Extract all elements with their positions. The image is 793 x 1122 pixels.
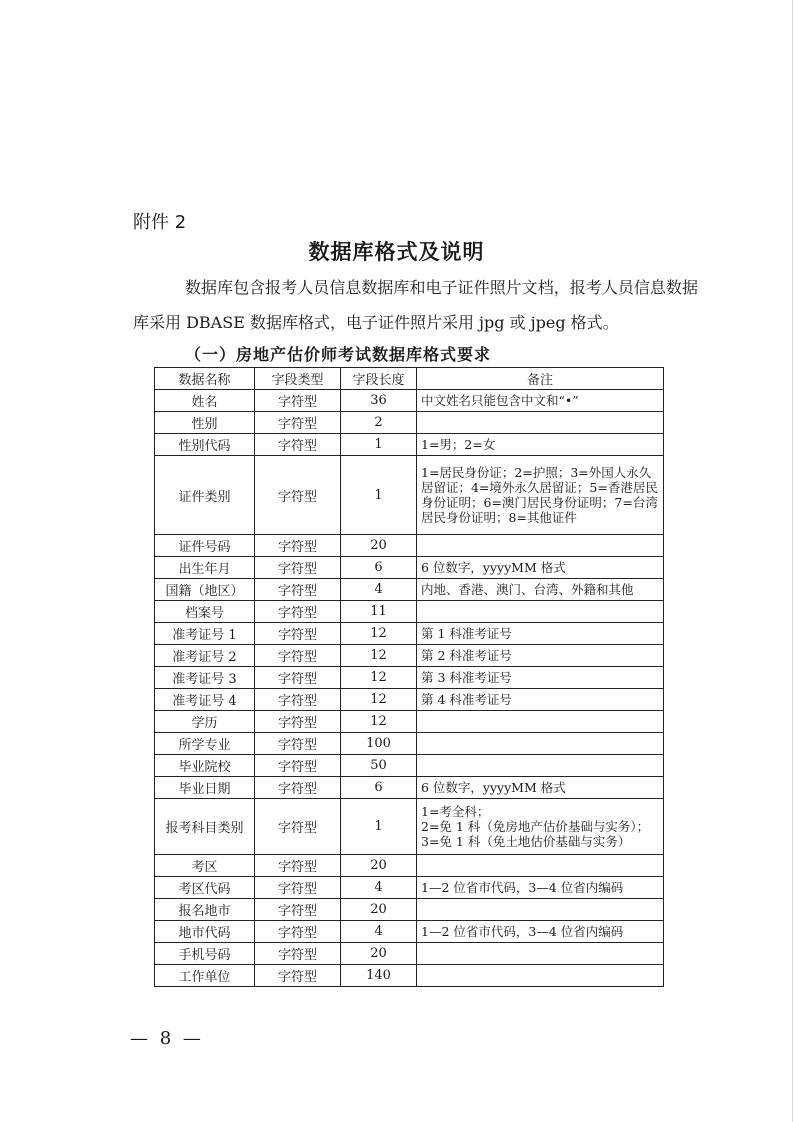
- table-row: [155, 412, 664, 434]
- field-length-cell: 12: [341, 689, 417, 711]
- table-row: [155, 799, 664, 855]
- field-length-cell: 12: [341, 623, 417, 645]
- remarks-cell: 1—2 位省市代码，3—4 位省内编码: [417, 921, 664, 943]
- remarks-cell: [417, 943, 664, 965]
- field-type-cell: 字符型: [255, 667, 341, 689]
- table-row: [155, 390, 664, 412]
- table-row: [155, 557, 664, 579]
- remarks-cell: [417, 412, 664, 434]
- field-name-cell: 准考证号 3: [155, 667, 255, 689]
- field-name-cell: 工作单位: [155, 965, 255, 987]
- table-row: [155, 921, 664, 943]
- field-name-cell: 性别代码: [155, 434, 255, 456]
- remarks-cell: 1—2 位省市代码，3—4 位省内编码: [417, 877, 664, 899]
- field-length-cell: 11: [341, 601, 417, 623]
- field-length-cell: 12: [341, 645, 417, 667]
- field-name-cell: 准考证号 2: [155, 645, 255, 667]
- field-name-cell: 毕业日期: [155, 777, 255, 799]
- field-length-cell: 20: [341, 855, 417, 877]
- field-length-cell: 12: [341, 711, 417, 733]
- table-body: [155, 390, 664, 987]
- table-row: [155, 777, 664, 799]
- table-row: [155, 434, 664, 456]
- field-type-cell: 字符型: [255, 921, 341, 943]
- field-name-cell: 毕业院校: [155, 755, 255, 777]
- field-length-cell: 20: [341, 899, 417, 921]
- field-type-cell: 字符型: [255, 557, 341, 579]
- header-field-length: 字段长度: [341, 368, 417, 390]
- remarks-cell: 6 位数字，yyyyMM 格式: [417, 777, 664, 799]
- field-name-cell: 性别: [155, 412, 255, 434]
- field-length-cell: 1: [341, 456, 417, 535]
- remarks-cell: [417, 899, 664, 921]
- field-name-cell: 考区代码: [155, 877, 255, 899]
- field-type-cell: 字符型: [255, 434, 341, 456]
- field-length-cell: 4: [341, 921, 417, 943]
- field-length-cell: 50: [341, 755, 417, 777]
- remarks-cell: 6 位数字，yyyyMM 格式: [417, 557, 664, 579]
- field-type-cell: 字符型: [255, 579, 341, 601]
- field-length-cell: 12: [341, 667, 417, 689]
- remarks-cell: [417, 965, 664, 987]
- remarks-cell: 第 1 科准考证号: [417, 623, 664, 645]
- remarks-cell: [417, 535, 664, 557]
- field-type-cell: 字符型: [255, 689, 341, 711]
- database-format-table: [154, 367, 664, 987]
- field-type-cell: 字符型: [255, 456, 341, 535]
- field-length-cell: 1: [341, 799, 417, 855]
- field-name-cell: 准考证号 4: [155, 689, 255, 711]
- field-length-cell: 36: [341, 390, 417, 412]
- field-type-cell: 字符型: [255, 877, 341, 899]
- table-row: [155, 899, 664, 921]
- field-name-cell: 证件类别: [155, 456, 255, 535]
- table-row: [155, 711, 664, 733]
- field-type-cell: 字符型: [255, 799, 341, 855]
- remarks-cell: [417, 855, 664, 877]
- field-name-cell: 档案号: [155, 601, 255, 623]
- remarks-cell: 第 4 科准考证号: [417, 689, 664, 711]
- header-field-type: 字段类型: [255, 368, 341, 390]
- table-row: [155, 755, 664, 777]
- field-type-cell: 字符型: [255, 899, 341, 921]
- remarks-cell: [417, 711, 664, 733]
- field-name-cell: 出生年月: [155, 557, 255, 579]
- field-type-cell: 字符型: [255, 855, 341, 877]
- remarks-cell: 内地、香港、澳门、台湾、外籍和其他: [417, 579, 664, 601]
- field-name-cell: 证件号码: [155, 535, 255, 557]
- field-type-cell: 字符型: [255, 412, 341, 434]
- field-name-cell: 考区: [155, 855, 255, 877]
- field-type-cell: 字符型: [255, 733, 341, 755]
- field-length-cell: 100: [341, 733, 417, 755]
- field-length-cell: 1: [341, 434, 417, 456]
- intro-paragraph: 数据库包含报考人员信息数据库和电子证件照片文档，报考人员信息数据库采用 DBASE 数据库格式，电子证件照片采用 jpg 或 jpeg 格式。: [133, 278, 698, 332]
- field-length-cell: 4: [341, 579, 417, 601]
- field-name-cell: 报名地市: [155, 899, 255, 921]
- field-type-cell: 字符型: [255, 777, 341, 799]
- table-row: [155, 943, 664, 965]
- remarks-cell: 1=男；2=女: [417, 434, 664, 456]
- field-type-cell: 字符型: [255, 965, 341, 987]
- field-type-cell: 字符型: [255, 711, 341, 733]
- field-type-cell: 字符型: [255, 390, 341, 412]
- field-type-cell: 字符型: [255, 535, 341, 557]
- table-row: [155, 667, 664, 689]
- table-row: [155, 623, 664, 645]
- table-row: [155, 965, 664, 987]
- remarks-cell: 中文姓名只能包含中文和“•”: [417, 390, 664, 412]
- field-length-cell: 2: [341, 412, 417, 434]
- field-length-cell: 6: [341, 777, 417, 799]
- field-name-cell: 报考科目类别: [155, 799, 255, 855]
- document-title: 数据库格式及说明: [308, 239, 485, 264]
- field-length-cell: 6: [341, 557, 417, 579]
- field-type-cell: 字符型: [255, 755, 341, 777]
- remarks-cell: 第 3 科准考证号: [417, 667, 664, 689]
- remarks-cell: [417, 755, 664, 777]
- table-row: [155, 733, 664, 755]
- table-header-row: [155, 368, 664, 390]
- field-length-cell: 20: [341, 535, 417, 557]
- field-length-cell: 140: [341, 965, 417, 987]
- field-name-cell: 所学专业: [155, 733, 255, 755]
- field-name-cell: 学历: [155, 711, 255, 733]
- field-type-cell: 字符型: [255, 601, 341, 623]
- remarks-cell: [417, 733, 664, 755]
- field-name-cell: 姓名: [155, 390, 255, 412]
- table-row: [155, 645, 664, 667]
- table-row: [155, 689, 664, 711]
- table-row: [155, 855, 664, 877]
- field-name-cell: 手机号码: [155, 943, 255, 965]
- field-length-cell: 4: [341, 877, 417, 899]
- field-type-cell: 字符型: [255, 645, 341, 667]
- field-name-cell: 准考证号 1: [155, 623, 255, 645]
- remarks-cell: 第 2 科准考证号: [417, 645, 664, 667]
- remarks-cell: 1=考全科； 2=免 1 科（免房地产估价基础与实务）； 3=免 1 科（免土地估价基础与实务）: [417, 799, 664, 855]
- table-row: [155, 456, 664, 535]
- section-heading: （一）房地产估价师考试数据库格式要求: [185, 345, 492, 364]
- table-row: [155, 601, 664, 623]
- field-type-cell: 字符型: [255, 623, 341, 645]
- field-type-cell: 字符型: [255, 943, 341, 965]
- attachment-label: 附件 2: [133, 212, 187, 233]
- header-field-name: 数据名称: [155, 368, 255, 390]
- field-name-cell: 国籍（地区）: [155, 579, 255, 601]
- table-row: [155, 877, 664, 899]
- table-row: [155, 535, 664, 557]
- field-length-cell: 20: [341, 943, 417, 965]
- header-remarks: 备注: [417, 368, 664, 390]
- remarks-cell: 1=居民身份证；2=护照；3=外国人永久居留证；4=境外永久居留证；5=香港居民身份证明；6=澳门居民身份证明；7=台湾居民身份证明；8=其他证件: [417, 456, 664, 535]
- field-name-cell: 地市代码: [155, 921, 255, 943]
- remarks-cell: [417, 601, 664, 623]
- page-number: — 8 —: [130, 1028, 204, 1049]
- table-row: [155, 579, 664, 601]
